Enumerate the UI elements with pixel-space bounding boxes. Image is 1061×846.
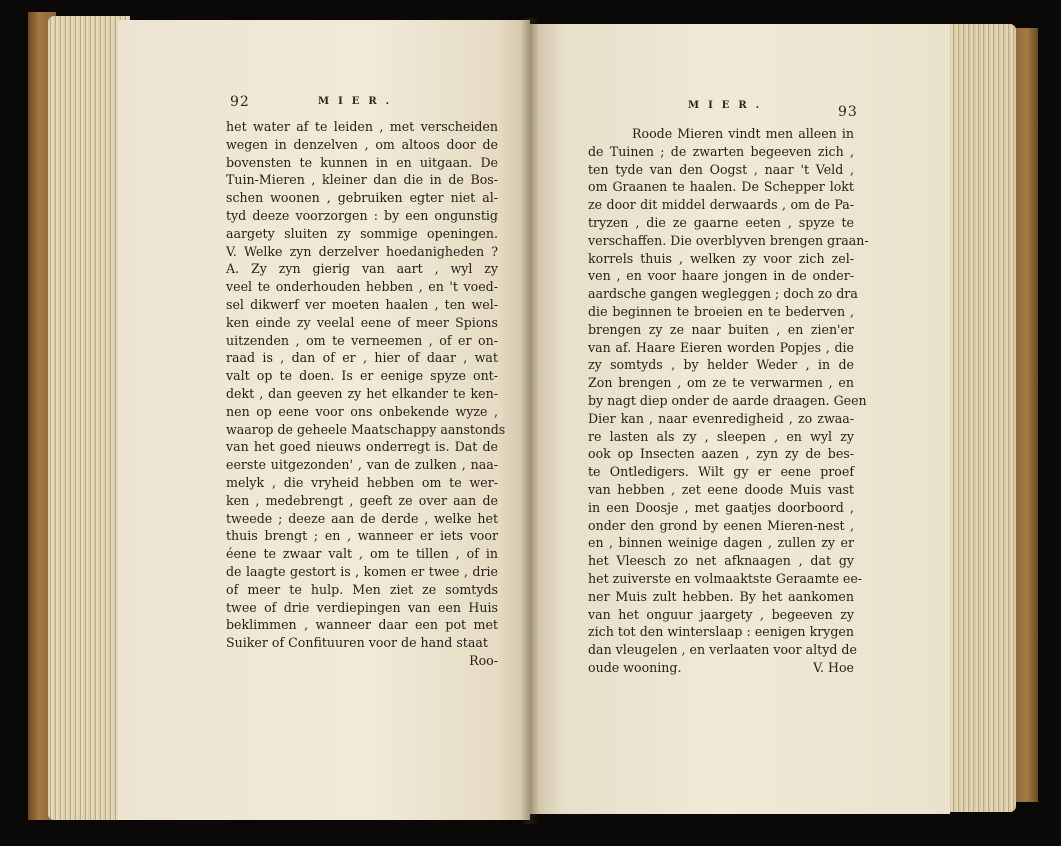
page-edges-right — [946, 24, 1016, 812]
text-line: zy somtyds , by helder Weder , in de — [588, 357, 854, 373]
text-line: ken einde zy veelal eene of meer Spions — [226, 314, 498, 330]
text-line: verschaffen. Die overblyven brengen graan- — [588, 232, 869, 248]
text-line: de laagte gestort is , komen er twee , drie — [226, 563, 498, 579]
text-line: dan vleugelen , en verlaaten voor altyd de — [588, 642, 857, 658]
text-line: van af. Haare Eieren worden Popjes , die — [588, 339, 854, 355]
text-line: A. Zy zyn gierig van aart , wyl zy — [226, 261, 498, 277]
text-line: onder den grond by eenen Mieren-nest , — [588, 517, 854, 533]
text-line: raad is , dan of er , hier of daar , wat — [226, 350, 498, 366]
running-head: MIER. — [318, 96, 399, 107]
text-line: thuis brengt ; en , wanneer er iets voor — [226, 528, 498, 544]
text-line: van het goed nieuws onderregt is. Dat de — [226, 439, 498, 455]
text-line: uitzenden , om te verneemen , of er on- — [226, 332, 498, 348]
text-line: het Vleesch zo net afknaagen , dat gy — [588, 553, 854, 569]
text-line: ner Muis zult hebben. By het aankomen — [588, 588, 854, 604]
left-page-body-text — [226, 118, 506, 670]
text-line: twee of drie verdiepingen van een Huis — [226, 599, 498, 615]
text-line: ten tyde van den Oogst , naar 't Veld , — [588, 161, 854, 177]
text-line: te Ontledigers. Wilt gy er eene proef — [588, 464, 854, 480]
text-line: zich tot den winterslaap : eenigen krygen — [588, 624, 854, 640]
text-line: wegen in denzelven , om altoos door de — [226, 136, 498, 152]
catchword: V. Hoe — [813, 659, 854, 675]
text-line: tryzen , die ze gaarne eeten , spyze te — [588, 214, 854, 230]
text-line: Tuin-Mieren , kleiner dan die in de Bos- — [226, 172, 498, 188]
text-line: de Tuinen ; de zwarten begeeven zich , — [588, 143, 854, 159]
text-line: eerste uitgezonden' , van de zulken , naa- — [226, 457, 498, 473]
text-line: Zon brengen , om ze te verwarmen , en — [588, 375, 854, 391]
text-line: dekt , dan geeven zy het elkander te ken- — [226, 385, 498, 401]
text-line: melyk , die vryheid hebben om te wer- — [226, 474, 498, 490]
page-number: 92 — [230, 94, 250, 110]
text-line: sel dikwerf ver moeten haalen , ten wel- — [226, 296, 498, 312]
text-line: ven , en voor haare jongen in de onder- — [588, 268, 854, 284]
text-line: die beginnen te broeien en te bederven , — [588, 303, 854, 319]
text-line: nen op eene voor ons onbekende wyze , — [226, 403, 498, 419]
left-page — [118, 20, 530, 820]
text-line: by nagt diep onder de aarde draagen. Geen — [588, 392, 867, 408]
text-line: Roode Mieren vindt men alleen in — [632, 126, 854, 141]
text-line: van hebben , zet eene doode Muis vast — [588, 481, 854, 497]
text-line: valt op te doen. Is er eenige spyze ont- — [226, 368, 498, 384]
text-line: brengen zy ze naar buiten , en zien'er — [588, 321, 854, 337]
text-line: het zuiverste en volmaaktste Geraamte ee- — [588, 570, 863, 586]
text-line: tweede ; deeze aan de derde , welke het — [226, 510, 498, 526]
text-line: of meer te hulp. Men ziet ze somtyds — [226, 581, 498, 597]
text-line: om Graanen te haalen. De Schepper lokt — [588, 179, 854, 195]
text-line: van het onguur jaargety , begeeven zy — [588, 606, 854, 622]
text-line: in een Doosje , met gaatjes doorboord , — [588, 499, 854, 515]
right-page — [530, 24, 950, 814]
text-line: en , binnen weinige dagen , zullen zy er — [588, 535, 854, 551]
text-line: éene te zwaar valt , om te tillen , of in — [226, 546, 498, 562]
text-line: korrels thuis , welken zy voor zich zel- — [588, 250, 854, 266]
text-line: ze door dit middel derwaards , om de Pa- — [588, 197, 854, 213]
text-line: het water af te leiden , met verscheiden — [226, 119, 498, 134]
text-line: ook op Insecten aazen , zyn zy de bes- — [588, 446, 854, 462]
book-gutter — [521, 18, 539, 824]
running-head: MIER. — [688, 100, 769, 111]
text-line: re lasten als zy , sleepen , en wyl zy — [588, 428, 854, 444]
text-line: V. Welke zyn derzelver hoedanigheden ? — [226, 243, 498, 259]
text-line: Suiker of Confituuren voor de hand staat — [226, 635, 488, 651]
text-line: Dier kan , naar evenredigheid , zo zwaa- — [588, 410, 854, 426]
text-line: oude wooning. — [588, 659, 682, 675]
text-line: schen woonen , gebruiken egter niet al- — [226, 190, 498, 206]
right-page-body-text — [588, 125, 869, 677]
page-number: 93 — [838, 104, 858, 120]
text-line: ken , medebrengt , geeft ze over aan de — [226, 492, 498, 508]
text-line: bovensten te kunnen in en uitgaan. De — [226, 154, 498, 170]
text-line: beklimmen , wanneer daar een pot met — [226, 617, 498, 633]
text-line: tyd deeze voorzorgen : by een ongunstig — [226, 207, 498, 223]
text-line: veel te onderhouden hebben , en 't voed- — [226, 279, 498, 295]
text-line: aardsche gangen wegleggen ; doch zo dra — [588, 286, 858, 302]
catchword: Roo- — [469, 652, 498, 668]
text-line: aargety sluiten zy sommige openingen. — [226, 225, 498, 241]
text-line: waarop de geheele Maatschappy aanstonds — [226, 421, 506, 437]
